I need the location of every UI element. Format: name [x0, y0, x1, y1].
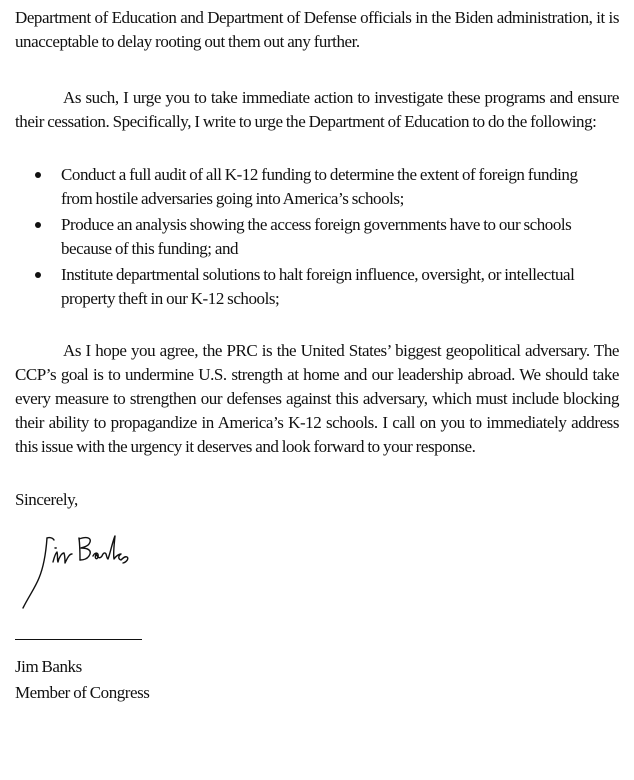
request-text: Institute departmental solutions to halt foreign influence, oversight, or intellectual property theft in our K-12 schools; [61, 265, 575, 308]
bullet-icon [35, 272, 41, 278]
request-text: Produce an analysis showing the access foreign governments have to our schools because of this funding; and [61, 215, 572, 258]
signer-name: Jim Banks [15, 657, 82, 676]
letter-page [15, 6, 619, 705]
letter-paragraph-3: As I hope you agree, the PRC is the United States’ biggest geopolitical adversary. The CCP’s goal is to undermine U.S. strength at home and our leadership abroad. We should take every measure to strengthen our defenses against this adversary, which must include blocking their ability to propagandize in America’s K-12 schools. I call on you to immediately address this issue with the urgency it deserves and look forward to your response. [15, 341, 619, 456]
bullet-icon [35, 172, 41, 178]
request-text: Conduct a full audit of all K-12 funding to determine the extent of foreign funding from hostile adversaries going into America’s schools; [61, 165, 578, 208]
request-item-solutions [15, 263, 619, 311]
signer-title: Member of Congress [15, 683, 150, 702]
letter-paragraph-2: As such, I urge you to take immediate action to investigate these programs and ensure their cessation. Specifically, I write to urge the Department of Education to do the following: [15, 88, 619, 131]
bullet-icon [35, 222, 41, 228]
signature-line [15, 639, 142, 640]
request-item-analysis [15, 213, 619, 261]
handwritten-signature [17, 532, 147, 612]
request-list [15, 163, 619, 311]
request-item-audit [15, 163, 619, 211]
signature-icon [17, 532, 147, 612]
closing-salutation: Sincerely, [15, 490, 78, 509]
letter-paragraph-1: Department of Education and Department of Defense officials in the Biden administration, it is unacceptable to delay rooting out them out any further. [15, 8, 619, 51]
